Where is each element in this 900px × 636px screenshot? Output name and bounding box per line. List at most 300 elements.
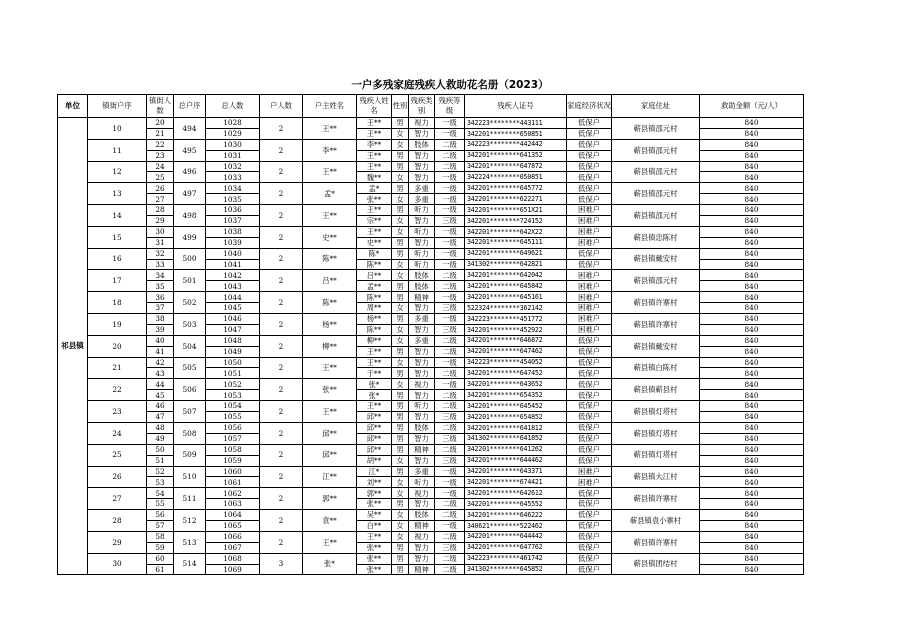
gender-cell: 男 [392,150,409,161]
head-cell: 孟* [303,183,357,205]
amount-cell: 840 [700,248,804,259]
table-row [58,270,804,281]
head-cell: 王** [303,401,357,423]
street-seq-cell: 27 [88,488,147,510]
amount-cell: 840 [700,499,804,510]
table-row [58,139,804,150]
disability-level-cell: 三级 [435,216,465,227]
address-cell: 蕲县镇大江村 [612,466,700,488]
street-seq-cell: 26 [88,466,147,488]
address-cell: 蕲县镇白陈村 [612,357,700,379]
name-cell: 陈** [357,324,392,335]
gender-cell: 男 [392,412,409,423]
street-seq-cell: 28 [88,510,147,532]
name-cell: 周** [357,303,392,314]
gender-cell: 男 [392,237,409,248]
name-cell: 王** [357,401,392,412]
table-row [58,553,804,564]
economic-status-cell: 困难户 [567,466,612,477]
head-cell: 史** [303,226,357,248]
gender-cell: 男 [392,248,409,259]
amount-cell: 840 [700,270,804,281]
economic-status-cell: 困难户 [567,216,612,227]
head-cell: 吕** [303,270,357,292]
amount-cell: 840 [700,118,804,129]
amount-cell: 840 [700,259,804,270]
total-count-cell: 1031 [206,150,260,161]
gender-cell: 女 [392,303,409,314]
id-number-cell: 342201********647762 [465,542,567,553]
id-number-cell: 342201********642X22 [465,226,567,237]
id-number-cell: 342223********461742 [465,553,567,564]
amount-cell: 840 [700,390,804,401]
name-cell: 邱** [357,422,392,433]
id-number-cell: 342201********643652 [465,379,567,390]
address-cell: 蕲县镇许寨村 [612,292,700,314]
disability-level-cell: 二级 [435,422,465,433]
total-seq-cell: 511 [174,488,206,510]
total-count-cell: 1047 [206,324,260,335]
street-count-cell: 41 [147,346,174,357]
col-header-street-seq: 镇街户序 [88,95,147,118]
gender-cell: 男 [392,433,409,444]
total-count-cell: 1069 [206,564,260,575]
id-number-cell: 342201********643371 [465,466,567,477]
economic-status-cell: 困难户 [567,237,612,248]
id-number-cell: 342201********674421 [465,477,567,488]
street-seq-cell: 11 [88,139,147,161]
id-number-cell: 342201********649621 [465,248,567,259]
id-number-cell: 341302********641852 [465,433,567,444]
total-seq-cell: 494 [174,118,206,140]
street-seq-cell: 13 [88,183,147,205]
gender-cell: 男 [392,292,409,303]
total-seq-cell: 502 [174,292,206,314]
name-cell: 王** [357,150,392,161]
head-cell: 柳** [303,335,357,357]
economic-status-cell: 困难户 [567,292,612,303]
disability-level-cell: 三级 [435,412,465,423]
id-number-cell: 342201********645452 [465,401,567,412]
gender-cell: 男 [392,390,409,401]
street-count-cell: 50 [147,444,174,455]
id-number-cell: 342201********647452 [465,368,567,379]
amount-cell: 840 [700,531,804,542]
disability-type-cell: 智力 [409,303,435,314]
id-number-cell: 342201********642612 [465,488,567,499]
gender-cell: 女 [392,488,409,499]
disability-level-cell: 一级 [435,466,465,477]
id-number-cell: 342201********646222 [465,510,567,521]
disability-type-cell: 听力 [409,477,435,488]
name-cell: 吴** [357,510,392,521]
gender-cell: 男 [392,553,409,564]
household-size-cell: 2 [260,531,303,553]
name-cell: 王** [357,357,392,368]
gender-cell: 男 [392,401,409,412]
economic-status-cell: 低保户 [567,531,612,542]
total-seq-cell: 496 [174,161,206,183]
table-row [58,183,804,194]
gender-cell: 男 [392,346,409,357]
address-cell: 蕲县镇袁小寨村 [612,510,700,532]
economic-status-cell: 困难户 [567,303,612,314]
street-count-cell: 40 [147,335,174,346]
economic-status-cell: 低保户 [567,499,612,510]
economic-status-cell: 低保户 [567,139,612,150]
street-count-cell: 42 [147,357,174,368]
gender-cell: 男 [392,542,409,553]
disability-level-cell: 三级 [435,303,465,314]
id-number-cell: 342201********645552 [465,499,567,510]
disability-type-cell: 智力 [409,128,435,139]
total-count-cell: 1049 [206,346,260,357]
amount-cell: 840 [700,422,804,433]
household-size-cell: 2 [260,270,303,292]
total-count-cell: 1065 [206,520,260,531]
street-count-cell: 61 [147,564,174,575]
head-cell: 陈** [303,248,357,270]
household-size-cell: 2 [260,183,303,205]
amount-cell: 840 [700,564,804,575]
total-count-cell: 1062 [206,488,260,499]
amount-cell: 840 [700,553,804,564]
name-cell: 江* [357,466,392,477]
household-size-cell: 2 [260,226,303,248]
disability-type-cell: 智力 [409,412,435,423]
amount-cell: 840 [700,346,804,357]
amount-cell: 840 [700,412,804,423]
household-size-cell: 2 [260,510,303,532]
head-cell: 王** [303,205,357,227]
gender-cell: 女 [392,226,409,237]
economic-status-cell: 低保户 [567,510,612,521]
household-size-cell: 2 [260,205,303,227]
disability-level-cell: 二级 [435,564,465,575]
col-header-economic-status: 家庭经济状况 [567,95,612,118]
street-count-cell: 28 [147,205,174,216]
street-count-cell: 24 [147,161,174,172]
col-header-id-number: 残疾人证号 [465,95,567,118]
economic-status-cell: 低保户 [567,422,612,433]
street-count-cell: 51 [147,455,174,466]
gender-cell: 女 [392,455,409,466]
id-number-cell: 342201********645111 [465,237,567,248]
economic-status-cell: 低保户 [567,390,612,401]
table-row [58,292,804,303]
disability-type-cell: 智力 [409,346,435,357]
disability-level-cell: 一级 [435,248,465,259]
total-seq-cell: 504 [174,335,206,357]
table-row [58,314,804,325]
gender-cell: 男 [392,118,409,129]
amount-cell: 840 [700,237,804,248]
disability-type-cell: 听力 [409,401,435,412]
id-number-cell: 342201********644462 [465,455,567,466]
col-header-unit: 单位 [58,95,88,118]
name-cell: 李** [357,139,392,150]
disability-level-cell: 二级 [435,368,465,379]
street-count-cell: 27 [147,194,174,205]
id-number-cell: 342201********646872 [465,335,567,346]
street-count-cell: 60 [147,553,174,564]
disability-type-cell: 视力 [409,118,435,129]
disability-type-cell: 智力 [409,150,435,161]
disability-type-cell: 智力 [409,499,435,510]
gender-cell: 女 [392,172,409,183]
amount-cell: 840 [700,292,804,303]
disability-level-cell: 二级 [435,281,465,292]
total-seq-cell: 498 [174,205,206,227]
name-cell: 吕** [357,270,392,281]
head-cell: 王** [303,161,357,183]
table-row [58,205,804,216]
table-row [58,466,804,477]
address-cell: 蕲县镇许寨村 [612,488,700,510]
table-body [58,118,804,575]
name-cell: 王** [357,161,392,172]
household-size-cell: 2 [260,335,303,357]
disability-level-cell: 二级 [435,531,465,542]
total-count-cell: 1066 [206,531,260,542]
total-seq-cell: 507 [174,401,206,423]
amount-cell: 840 [700,324,804,335]
amount-cell: 840 [700,128,804,139]
name-cell: 王** [357,531,392,542]
disability-type-cell: 智力 [409,553,435,564]
table-row [58,118,804,129]
disability-type-cell: 听力 [409,248,435,259]
disability-level-cell: 一级 [435,357,465,368]
name-cell: 邱** [357,433,392,444]
total-seq-cell: 510 [174,466,206,488]
id-number-cell: 342201********654352 [465,390,567,401]
gender-cell: 女 [392,139,409,150]
disability-type-cell: 多重 [409,194,435,205]
table-row [58,488,804,499]
col-header-amount: 救助金额（元/人） [700,95,804,118]
disability-level-cell: 二级 [435,390,465,401]
economic-status-cell: 困难户 [567,314,612,325]
economic-status-cell: 低保户 [567,118,612,129]
gender-cell: 女 [392,357,409,368]
address-cell: 蕲县镇灯塔村 [612,422,700,444]
id-number-cell: 342201********651X21 [465,205,567,216]
street-count-cell: 36 [147,292,174,303]
disability-level-cell: 一级 [435,488,465,499]
total-count-cell: 1029 [206,128,260,139]
economic-status-cell: 低保户 [567,259,612,270]
head-cell: 邱** [303,422,357,444]
total-count-cell: 1033 [206,172,260,183]
disability-level-cell: 一级 [435,205,465,216]
total-count-cell: 1054 [206,401,260,412]
economic-status-cell: 低保户 [567,346,612,357]
street-count-cell: 33 [147,259,174,270]
amount-cell: 840 [700,150,804,161]
street-count-cell: 58 [147,531,174,542]
economic-status-cell: 低保户 [567,368,612,379]
id-number-cell: 342201********641262 [465,444,567,455]
name-cell: 王** [357,128,392,139]
disability-level-cell: 一级 [435,118,465,129]
id-number-cell: 342223********454052 [465,357,567,368]
disability-type-cell: 肢体 [409,270,435,281]
address-cell: 蕲县镇灯塔村 [612,444,700,466]
total-seq-cell: 503 [174,314,206,336]
id-number-cell: 342224********050851 [465,172,567,183]
id-number-cell: 342201********724152 [465,216,567,227]
col-header-disability-level: 残疾等级 [435,95,465,118]
disability-level-cell: 三级 [435,433,465,444]
total-count-cell: 1057 [206,433,260,444]
street-seq-cell: 19 [88,314,147,336]
table-header-row [58,95,804,118]
economic-status-cell: 低保户 [567,520,612,531]
total-count-cell: 1061 [206,477,260,488]
disability-level-cell: 一级 [435,292,465,303]
total-count-cell: 1044 [206,292,260,303]
name-cell: 陈** [357,292,392,303]
disability-level-cell: 二级 [435,510,465,521]
relief-roster-table [57,94,804,575]
household-size-cell: 2 [260,401,303,423]
col-header-total-count: 总人数 [206,95,260,118]
id-number-cell: 342201********452922 [465,324,567,335]
total-count-cell: 1050 [206,357,260,368]
household-size-cell: 2 [260,139,303,161]
street-count-cell: 34 [147,270,174,281]
disability-level-cell: 二级 [435,499,465,510]
street-count-cell: 20 [147,118,174,129]
col-header-gender: 性别 [392,95,409,118]
street-count-cell: 30 [147,226,174,237]
street-count-cell: 49 [147,433,174,444]
disability-level-cell: 二级 [435,161,465,172]
name-cell: 孟* [357,183,392,194]
disability-type-cell: 智力 [409,455,435,466]
address-cell: 蕲县镇灯塔村 [612,401,700,423]
name-cell: 邱** [357,412,392,423]
total-count-cell: 1032 [206,161,260,172]
amount-cell: 840 [700,216,804,227]
disability-level-cell: 一级 [435,520,465,531]
disability-type-cell: 肢体 [409,510,435,521]
total-count-cell: 1039 [206,237,260,248]
table-row [58,422,804,433]
disability-level-cell: 三级 [435,542,465,553]
name-cell: 杨** [357,314,392,325]
gender-cell: 男 [392,466,409,477]
street-count-cell: 26 [147,183,174,194]
street-seq-cell: 16 [88,248,147,270]
economic-status-cell: 困难户 [567,281,612,292]
street-count-cell: 47 [147,412,174,423]
street-seq-cell: 25 [88,444,147,466]
economic-status-cell: 低保户 [567,248,612,259]
gender-cell: 男 [392,444,409,455]
name-cell: 张** [357,499,392,510]
street-count-cell: 25 [147,172,174,183]
economic-status-cell: 低保户 [567,542,612,553]
total-seq-cell: 499 [174,226,206,248]
street-count-cell: 23 [147,150,174,161]
total-count-cell: 1028 [206,118,260,129]
street-seq-cell: 10 [88,118,147,140]
gender-cell: 女 [392,531,409,542]
address-cell: 蕲县镇蕲县村 [612,379,700,401]
head-cell: 郭** [303,488,357,510]
table-row [58,335,804,346]
address-cell: 蕲县镇邵元村 [612,161,700,183]
total-seq-cell: 497 [174,183,206,205]
street-count-cell: 31 [147,237,174,248]
gender-cell: 男 [392,183,409,194]
household-size-cell: 2 [260,292,303,314]
total-count-cell: 1067 [206,542,260,553]
address-cell: 蕲县镇团结村 [612,553,700,575]
street-count-cell: 55 [147,499,174,510]
economic-status-cell: 低保户 [567,488,612,499]
street-count-cell: 44 [147,379,174,390]
amount-cell: 840 [700,172,804,183]
household-size-cell: 2 [260,466,303,488]
gender-cell: 女 [392,324,409,335]
address-cell: 蕲县镇邵元村 [612,118,700,140]
household-size-cell: 2 [260,379,303,401]
disability-type-cell: 肢体 [409,281,435,292]
table-row [58,531,804,542]
col-header-address: 家庭住址 [612,95,700,118]
disability-level-cell: 一级 [435,259,465,270]
address-cell: 蕲县镇许寨村 [612,314,700,336]
gender-cell: 女 [392,510,409,521]
head-cell: 张** [303,379,357,401]
disability-type-cell: 精神 [409,520,435,531]
disability-level-cell: 一级 [435,237,465,248]
disability-type-cell: 听力 [409,205,435,216]
economic-status-cell: 低保户 [567,401,612,412]
name-cell: 陈* [357,248,392,259]
address-cell: 蕲县镇邵元村 [612,205,700,227]
table-row [58,401,804,412]
economic-status-cell: 困难户 [567,226,612,237]
total-count-cell: 1030 [206,139,260,150]
total-seq-cell: 505 [174,357,206,379]
street-seq-cell: 21 [88,357,147,379]
name-cell: 郭** [357,488,392,499]
name-cell: 张** [357,194,392,205]
disability-type-cell: 智力 [409,216,435,227]
name-cell: 魏** [357,172,392,183]
gender-cell: 男 [392,422,409,433]
disability-type-cell: 精神 [409,564,435,575]
street-count-cell: 59 [147,542,174,553]
street-seq-cell: 14 [88,205,147,227]
total-count-cell: 1041 [206,259,260,270]
total-seq-cell: 512 [174,510,206,532]
total-count-cell: 1053 [206,390,260,401]
amount-cell: 840 [700,433,804,444]
name-cell: 于** [357,368,392,379]
total-count-cell: 1064 [206,510,260,521]
disability-level-cell: 二级 [435,553,465,564]
disability-type-cell: 多重 [409,335,435,346]
amount-cell: 840 [700,520,804,531]
street-count-cell: 37 [147,303,174,314]
total-count-cell: 1046 [206,314,260,325]
street-count-cell: 48 [147,422,174,433]
